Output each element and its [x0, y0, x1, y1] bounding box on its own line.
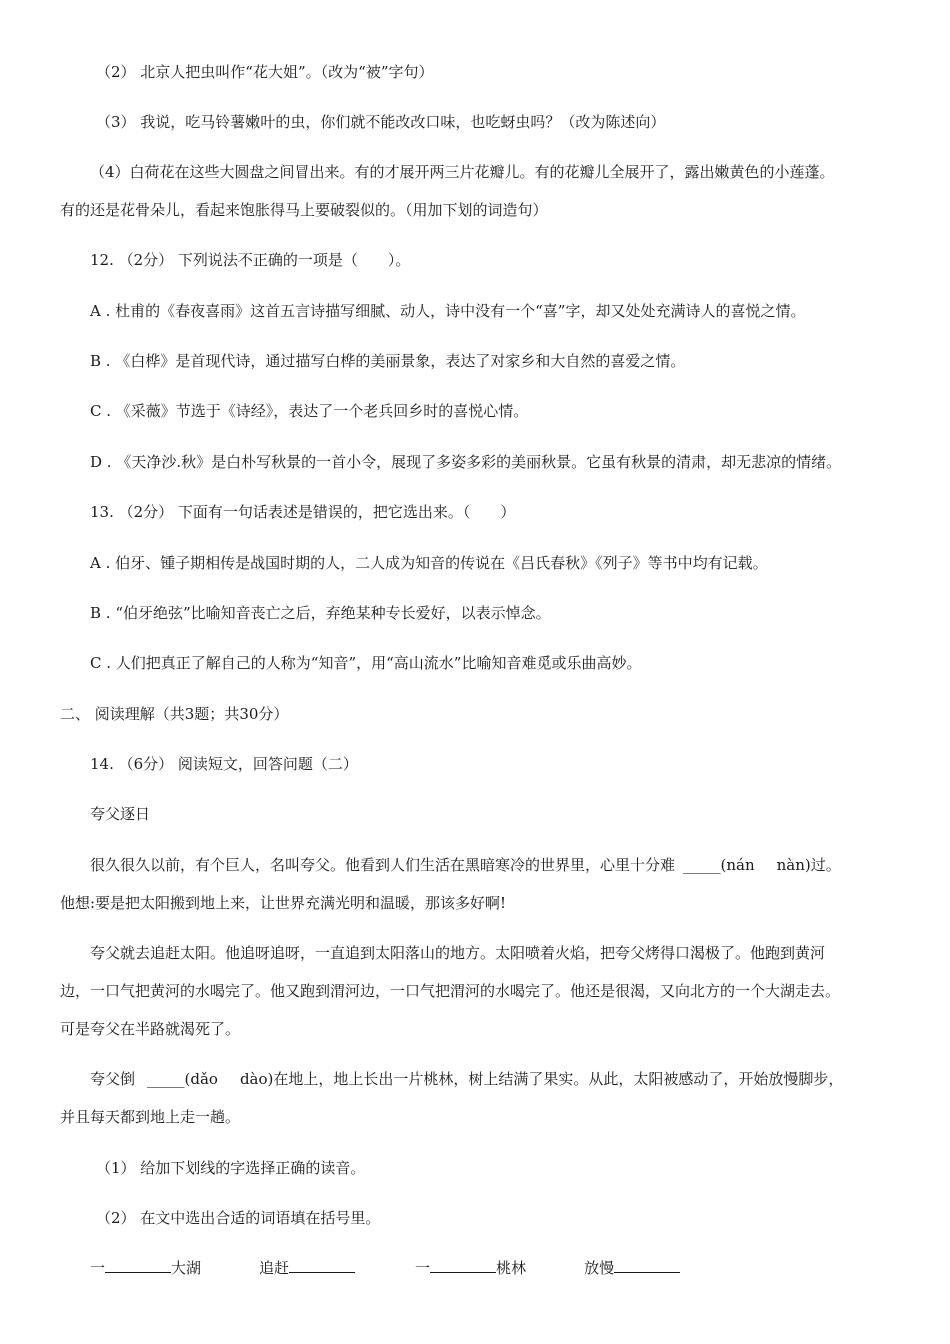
passage-title: 夸父逐日: [90, 805, 151, 823]
fill-item-1-suffix: 大湖: [171, 1259, 202, 1277]
fill-item-4-prefix: 放慢: [584, 1259, 615, 1277]
q13-stem: 13. （2分） 下面有一句话表述是错误的，把它选出来。（ ）: [90, 503, 516, 521]
q11-part4-line2: 有的还是花骨朵儿，看起来饱胀得马上要破裂似的。（用加下划的词造句）: [60, 201, 548, 219]
passage-para3-line2: 并且每天都到地上走一趟。: [60, 1108, 241, 1126]
q13-option-a: A . 伯牙、锺子期相传是战国时期的人，二人成为知音的传说在《吕氏春秋》《列子》等书中均有记载。: [90, 554, 768, 572]
q12-option-a: A . 杜甫的《春夜喜雨》这首五言诗描写细腻、动人，诗中没有一个“喜”字，却又处处充满诗人的喜悦之情。: [90, 302, 806, 320]
q11-part4-line1: （4）白荷花在这些大圆盘之间冒出来。有的才展开两三片花瓣儿。有的花瓣儿全展开了，露出嫩黄色的小莲蓬。: [90, 163, 835, 181]
section-2-title: 二、 阅读理解（共3题；共30分）: [60, 705, 289, 723]
fill-item-1-prefix: 一: [90, 1259, 106, 1277]
para1-pinyin-a: (nán: [720, 856, 755, 874]
passage-para3-line1: [90, 1069, 843, 1089]
passage-para2-line2: 边，一口气把黄河的水喝完了。他又跑到渭河边，一口气把渭河的水喝完了。他还是很渴，又向北方的一个大湖走去。: [60, 982, 841, 1000]
para3-text: 夸父倒: [90, 1070, 136, 1088]
fill-blank-2[interactable]: [289, 1258, 355, 1273]
para1-text: 很久很久以前，有个巨人，名叫夸父。他看到人们生活在黑暗寒冷的世界里，心里十分难: [90, 856, 676, 874]
q11-part2: （2） 北京人把虫叫作“花大姐”。（改为“被”字句）: [96, 63, 434, 81]
passage-para2-line1: 夸父就去追赶太阳。他追呀追呀，一直追到太阳落山的地方。太阳喷着火焰，把夸父烤得口渴极了。他跑到黄河: [90, 944, 826, 962]
q12-stem: 12. （2分） 下列说法不正确的一项是（ ）。: [90, 251, 411, 269]
q11-part3: （3） 我说，吃马铃薯嫩叶的虫，你们就不能改改口味，也吃蚜虫吗？（改为陈述向）: [96, 113, 666, 131]
passage-para1-line1: [90, 855, 841, 875]
q14-sub2: （2） 在文中选出合适的词语填在括号里。: [96, 1209, 381, 1227]
fill-blank-4[interactable]: [614, 1258, 680, 1273]
q12-option-b: B . 《白桦》是首现代诗，通过描写白桦的美丽景象，表达了对家乡和大自然的喜爱之情。: [90, 352, 686, 370]
fill-item-2-prefix: 追赶: [259, 1259, 290, 1277]
q13-option-b: B . “伯牙绝弦”比喻知音丧亡之后，弃绝某种专长爱好，以表示悼念。: [90, 604, 551, 622]
para3-blank: _____: [147, 1070, 185, 1088]
fill-blank-1[interactable]: [105, 1258, 171, 1273]
passage-para1-line2: 他想:要是把太阳搬到地上来，让世界充满光明和温暖，那该多好啊!: [60, 894, 507, 912]
q12-option-d: D . 《天净沙.秋》是白朴写秋景的一首小令，展现了多姿多彩的美丽秋景。它虽有秋景的清肃，却无悲凉的情绪。: [90, 453, 842, 471]
para3-pinyin-a: (dǎo: [184, 1070, 218, 1088]
fill-item-3-prefix: 一: [415, 1259, 431, 1277]
para1-blank: _____: [683, 856, 721, 874]
para1-pinyin-b: nàn)过。: [776, 856, 841, 874]
fill-in-row: [90, 1258, 680, 1278]
para3-pinyin-b: dào)在地上，地上长出一片桃林，树上结满了果实。从此，太阳被感动了，开始放慢脚步，: [239, 1070, 844, 1088]
q12-option-c: C . 《采薇》节选于《诗经》，表达了一个老兵回乡时的喜悦心情。: [90, 402, 529, 420]
q14-sub1: （1） 给加下划线的字选择正确的读音。: [96, 1159, 366, 1177]
q14-stem: 14. （6分） 阅读短文，回答问题（二）: [90, 755, 358, 773]
fill-item-3-suffix: 桃林: [496, 1259, 527, 1277]
q13-option-c: C . 人们把真正了解自己的人称为“知音”，用“高山流水”比喻知音难觅或乐曲高妙。: [90, 654, 642, 672]
passage-para2-line3: 可是夸父在半路就渴死了。: [60, 1020, 241, 1038]
fill-blank-3[interactable]: [430, 1258, 496, 1273]
